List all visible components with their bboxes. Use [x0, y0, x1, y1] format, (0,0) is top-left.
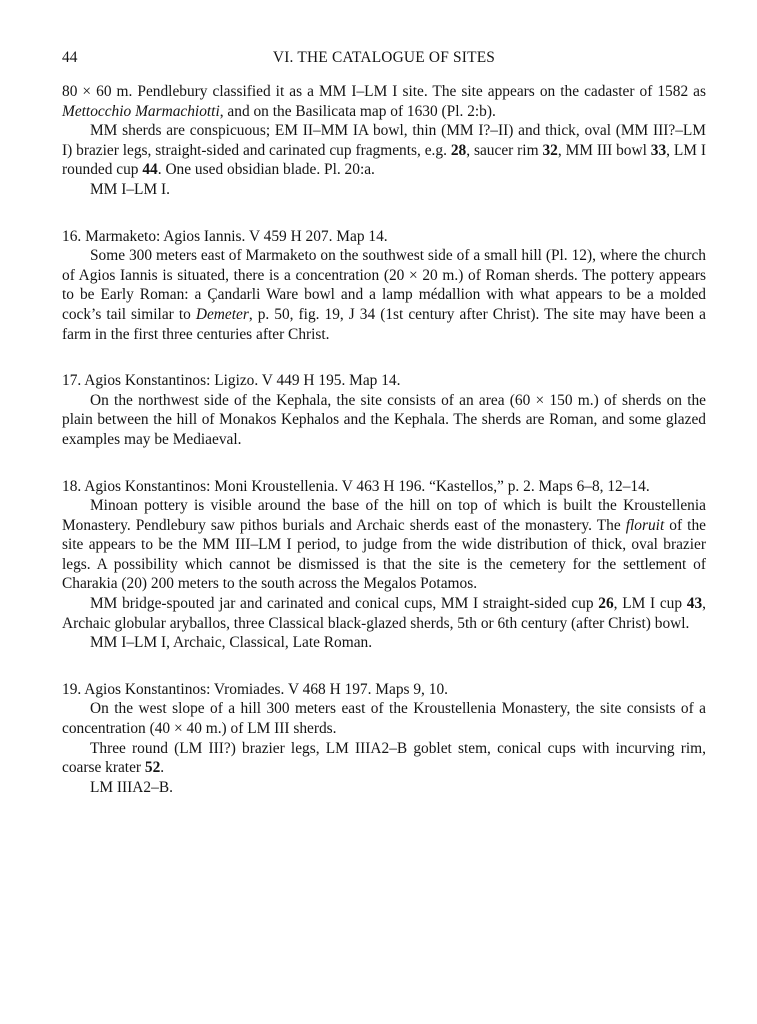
site-17-description: On the northwest side of the Kephala, the site consists of an area (60 × 150 m.) of sherds on the plain between the hill of Monakos Kephalos and the Kephala. The sherds are Roman, and some glazed examples may be Mediaeval. [62, 391, 706, 448]
page-number: 44 [62, 49, 78, 66]
site-15-location-paragraph: 80 × 60 m. Pendlebury classified it as a MM I–LM I site. The site appears on the cadaster of 1582 as Mettocchio Marmachiotti, and on the Basilicata map of 1630 (Pl. 2:b). [62, 83, 706, 120]
site-19-entry [62, 680, 706, 798]
site-19-finds: Three round (LM III?) brazier legs, LM IIIA2–B goblet stem, conical cups with incurving rim, coarse krater 52. [62, 739, 706, 777]
site-18-entry [62, 477, 706, 653]
site-19-heading: 19. Agios Konstantinos: Vromiades. V 468 H 197. Maps 9, 10. [62, 680, 448, 698]
catalogue-page [62, 48, 706, 797]
site-16-heading: 16. Marmaketo: Agios Iannis. V 459 H 207. Map 14. [62, 227, 388, 245]
page-header [62, 48, 706, 68]
site-15-finds-paragraph: MM sherds are conspicuous; EM II–MM IA bowl, thin (MM I?–II) and thick, oval (MM III?–LM I) brazier legs, straight-sided and carinated cup fragments, e.g. 28, saucer rim 32, MM III bowl 33, LM I rounded cup 44. One used obsidian blade. Pl. 20:a. [62, 122, 706, 179]
site-15-dating: MM I–LM I. [90, 180, 170, 198]
site-16-entry [62, 227, 706, 345]
site-19-dating: LM IIIA2–B. [90, 778, 173, 796]
site-15-continuation [62, 82, 706, 200]
site-19-description: On the west slope of a hill 300 meters east of the Kroustellenia Monastery, the site consists of a concentration (40 × 40 m.) of LM III sherds. [62, 700, 706, 738]
running-title: VI. THE CATALOGUE OF SITES [272, 49, 496, 66]
site-18-dating: MM I–LM I, Archaic, Classical, Late Roman. [90, 634, 373, 652]
site-18-description: Minoan pottery is visible around the base of the hill on top of which is built the Kroustellenia Monastery. Pendlebury saw pithos burials and Archaic sherds east of the monastery. The floruit of the site appears to be the MM III–LM I period, to judge from the wide distribution of thick, oval brazier legs. A possibility which cannot be dismissed is that the site is the cemetery for the settlement of Charakia (20) 200 meters to the south across the Megalos Potamos. [62, 497, 706, 593]
site-18-finds: MM bridge-spouted jar and carinated and conical cups, MM I straight-sided cup 26, LM I cup 43, Archaic globular aryballos, three Classical black-glazed sherds, 5th or 6th century (after Christ) bowl. [62, 595, 707, 632]
site-17-entry [62, 371, 706, 449]
site-17-heading: 17. Agios Konstantinos: Ligizo. V 449 H 195. Map 14. [62, 372, 401, 390]
site-16-description: Some 300 meters east of Marmaketo on the southwest side of a small hill (Pl. 12), where the church of Agios Iannis is situated, there is a concentration (20 × 20 m.) of Roman sherds. The pottery appears to be Early Roman: a Çandarli Ware bowl and a lamp médallion with what appears to be a molded cock’s tail similar to Demeter, p. 50, fig. 19, J 34 (1st century after Christ). The site may have been a farm in the first three centuries after Christ. [62, 247, 706, 343]
site-18-heading: 18. Agios Konstantinos: Moni Kroustellenia. V 463 H 196. “Kastellos,” p. 2. Maps 6–8, 12–14. [62, 477, 650, 495]
